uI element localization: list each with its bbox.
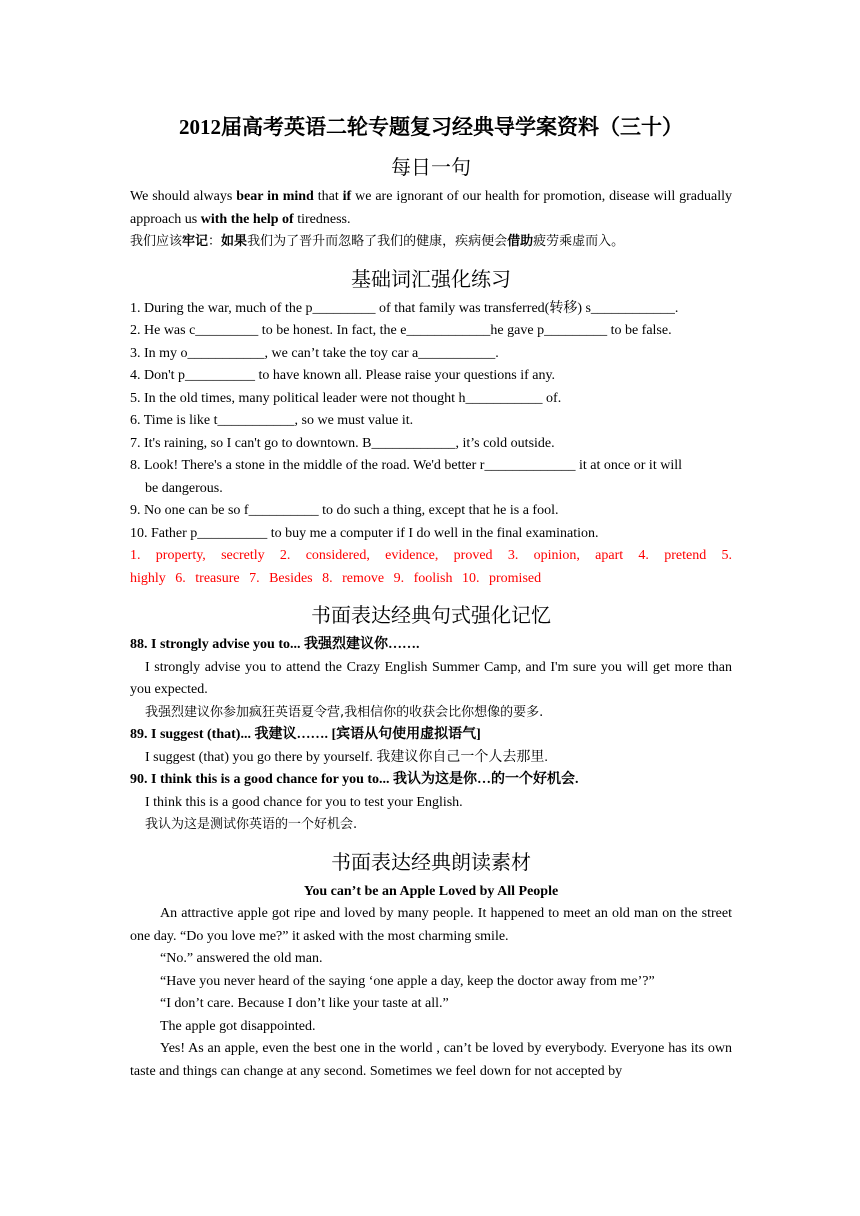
exercise-item: 10. Father p__________ to buy me a computer if I do well in the final examination. — [130, 525, 599, 541]
story-paragraph: An attractive apple got ripe and loved by many people. It happened to meet an old man on the street one day. “Do you love me?” it asked with the most charming smile. — [130, 906, 732, 944]
answer-key-line-1: 1. property, secretly 2. considered, evidence, proved 3. opinion, apart 4. pretend 5. — [130, 548, 732, 563]
exercise-item: 1. During the war, much of the p_________ of that family was transferred(转移) s____________. — [130, 300, 679, 316]
document-title: 2012届高考英语二轮专题复习经典导学案资料（三十） — [179, 115, 683, 139]
answer-key-line-2: highly 6. treasure 7. Besides 8. remove 9. foolish 10. promised — [130, 570, 542, 586]
pattern-90-example: I think this is a good chance for you to test your English. — [145, 794, 463, 810]
exercise-item: 7. It's raining, so I can't go to downtown. B____________, it’s cold outside. — [130, 435, 555, 451]
exercise-item: 3. In my o___________, we can’t take the toy car a___________. — [130, 345, 499, 361]
story-paragraph: “Have you never heard of the saying ‘one apple a day, keep the doctor away from me’?” — [160, 973, 655, 989]
exercise-item: 2. He was c_________ to be honest. In fact, the e____________he gave p_________ to be false. — [130, 323, 672, 338]
story-paragraph: The apple got disappointed. — [160, 1018, 316, 1034]
exercise-item: 5. In the old times, many political leader were not thought h___________ of. — [130, 390, 562, 406]
exercise-item: 4. Don't p__________ to have known all. Please raise your questions if any. — [130, 368, 556, 383]
section-heading-vocabulary: 基础词汇强化练习 — [351, 266, 511, 291]
section-heading-sentence-patterns: 书面表达经典句式强化记忆 — [311, 603, 551, 627]
exercise-item-continuation: be dangerous. — [145, 480, 223, 496]
pattern-89-example: I suggest (that) you go there by yourself. 我建议你自己一个人去那里. — [145, 749, 548, 765]
daily-sentence-chinese: 我们应该牢记：如果我们为了晋升而忽略了我们的健康，疾病便会借助疲劳乘虚而入。 — [130, 234, 625, 249]
pattern-88-example: I strongly advise you to attend the Crazy English Summer Camp, and I'm sure you will get more than you expected. — [130, 659, 732, 697]
exercise-item: 8. Look! There's a stone in the middle of the road. We'd better r_____________ it at once or it will — [130, 458, 682, 473]
pattern-88-translation: 我强烈建议你参加疯狂英语夏令营,我相信你的收获会比你想像的要多. — [145, 704, 544, 720]
daily-sentence-english: We should always bear in mind that if we are ignorant of our health for promotion, disease will gradually approach us with the help of tiredness. — [130, 189, 732, 227]
story-title: You can’t be an Apple Loved by All People — [303, 883, 559, 899]
pattern-90-heading: 90. I think this is a good chance for you to... 我认为这是你…的一个好机会. — [130, 772, 579, 787]
story-paragraph: “I don’t care. Because I don’t like your taste at all.” — [160, 996, 449, 1011]
section-heading-daily-sentence: 每日一句 — [391, 155, 471, 179]
pattern-88-heading: 88. I strongly advise you to... 我强烈建议你……. — [130, 637, 420, 652]
document-page — [130, 112, 732, 1083]
section-heading-reading-material: 书面表达经典朗读素材 — [331, 849, 531, 874]
pattern-90-translation: 我认为这是测试你英语的一个好机会. — [145, 817, 358, 832]
exercise-item: 6. Time is like t___________, so we must value it. — [130, 413, 414, 428]
story-paragraph: Yes! As an apple, even the best one in the world , can’t be loved by everybody. Everyone has its own taste and things can change at any second. Sometimes we feel down for not accepted by — [130, 1041, 732, 1079]
pattern-89-heading: 89. I suggest (that)... 我建议……. [宾语从句使用虚拟语气] — [130, 727, 481, 742]
story-paragraph: “No.” answered the old man. — [160, 951, 323, 966]
exercise-item: 9. No one can be so f__________ to do such a thing, except that he is a fool. — [130, 503, 559, 518]
